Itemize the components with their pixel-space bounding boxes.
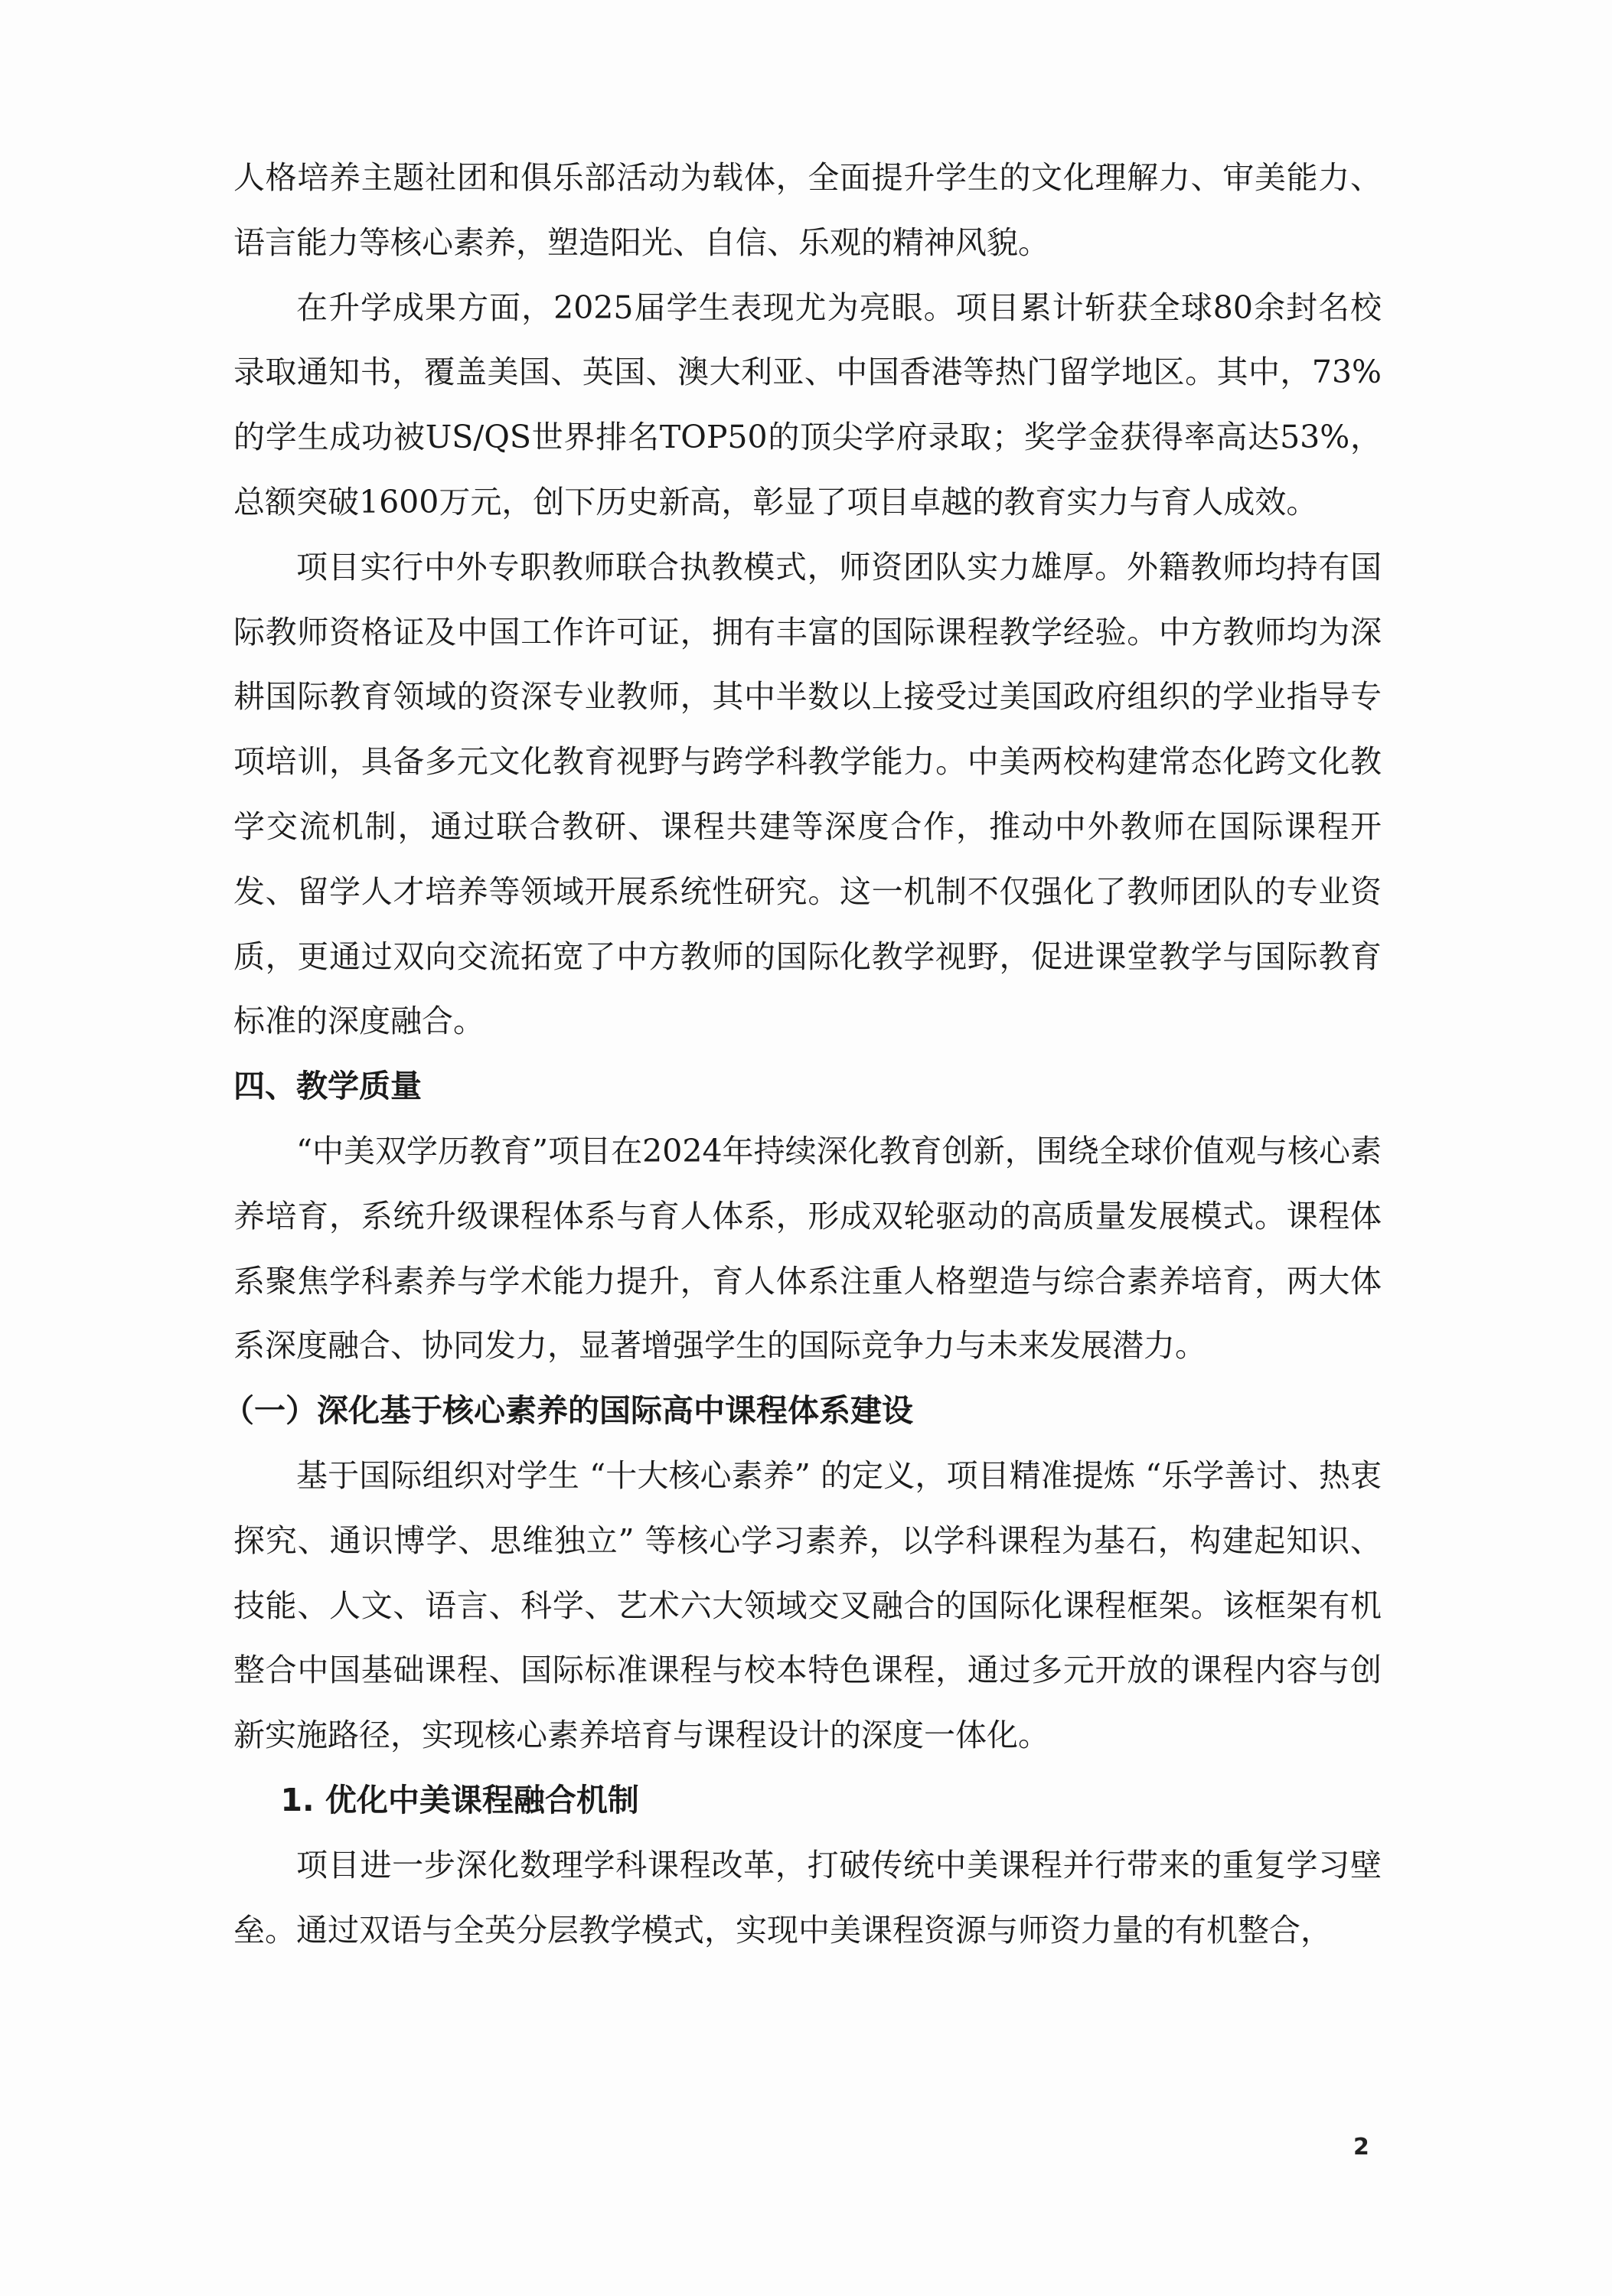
paragraph-project-overview: “中美双学历教育”项目在2024年持续深化教育创新，围绕全球价值观与核心素养培育，系统升级课程体系与育人体系，形成双轮驱动的高质量发展模式。课程体系聚焦学科素养与学术能力提升，育人体系注重人格塑造与综合素养培育，两大体系深度融合、协同发力，显著增强学生的国际竞争力与未来发展潜力。: [233, 1132, 1382, 1365]
paragraph-continuation: 人格培养主题社团和俱乐部活动为载体，全面提升学生的文化理解力、审美能力、语言能力等核心素养，塑造阳光、自信、乐观的精神风貌。: [233, 159, 1382, 261]
paragraph-math-reform: 项目进一步深化数理学科课程改革，打破传统中美课程并行带来的重复学习壁垒。通过双语与全英分层教学模式，实现中美课程资源与师资力量的有机整合，: [233, 1846, 1382, 1949]
document-body: [223, 145, 1382, 1962]
item-heading-curriculum-integration: 1. 优化中美课程融合机制: [280, 1781, 639, 1818]
page-number: 2: [1353, 2134, 1369, 2161]
paragraph-admission-results: 在升学成果方面，2025届学生表现尤为亮眼。项目累计斩获全球80余封名校录取通知书，覆盖美国、英国、澳大利亚、中国香港等热门留学地区。其中，73%的学生成功被US/QS世界排名TOP50的顶尖学府录取；奖学金获得率高达53%，总额突破1600万元，创下历史新高，彰显了项目卓越的教育实力与育人成效。: [233, 289, 1382, 520]
paragraph-teaching-staff: 项目实行中外专职教师联合执教模式，师资团队实力雄厚。外籍教师均持有国际教师资格证及中国工作许可证，拥有丰富的国际课程教学经验。中方教师均为深耕国际教育领域的资深专业教师，其中半数以上接受过美国政府组织的学业指导专项培训，具备多元文化教育视野与跨学科教学能力。中美两校构建常态化跨文化教学交流机制，通过联合教研、课程共建等深度合作，推动中外教师在国际课程开发、留学人才培养等领域开展系统性研究。这一机制不仅强化了教师团队的专业资质，更通过双向交流拓宽了中方教师的国际化教学视野，促进课堂教学与国际教育标准的深度融合。: [233, 548, 1382, 1040]
section-heading-teaching-quality: 四、教学质量: [233, 1068, 422, 1105]
paragraph-core-competencies: 基于国际组织对学生 “十大核心素养” 的定义，项目精准提炼 “乐学善讨、热衷探究、通识博学、思维独立” 等核心学习素养，以学科课程为基石，构建起知识、技能、人文、语言、科学、艺术六大领域交叉融合的国际化课程框架。该框架有机整合中国基础课程、国际标准课程与校本特色课程，通过多元开放的课程内容与创新实施路径，实现核心素养培育与课程设计的深度一体化。: [233, 1456, 1382, 1754]
subsection-heading-curriculum: （一）深化基于核心素养的国际高中课程体系建设: [223, 1392, 913, 1430]
